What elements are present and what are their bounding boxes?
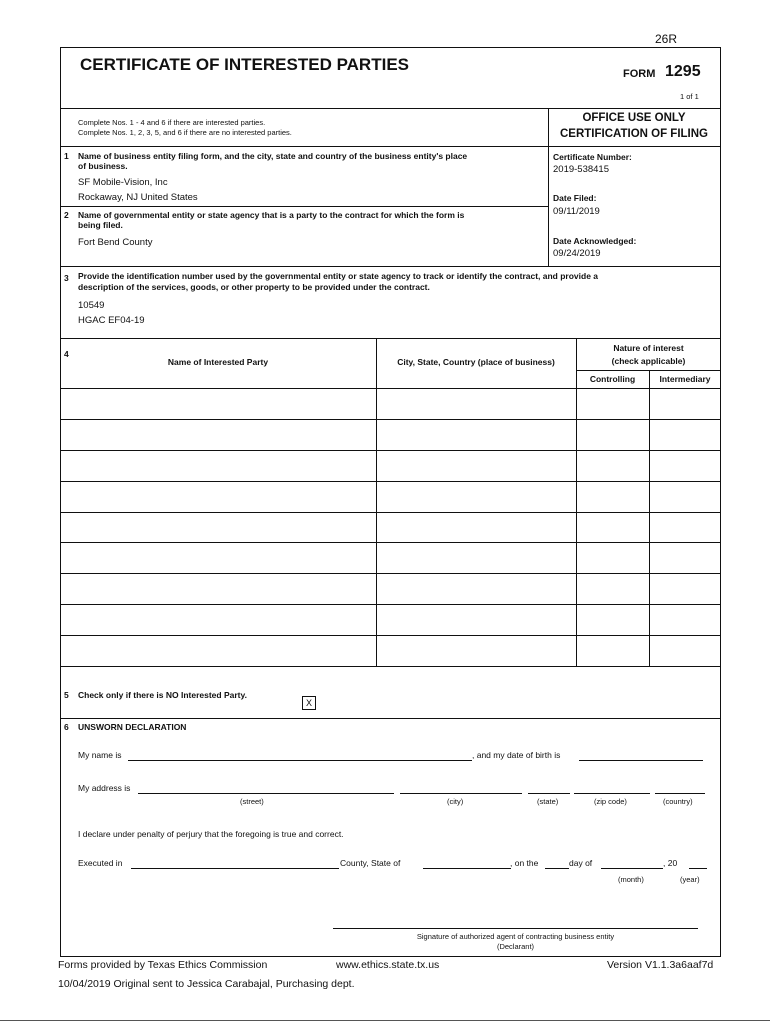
name-field[interactable] — [128, 760, 472, 761]
date-acknowledged-label: Date Acknowledged: — [553, 236, 637, 246]
section5-top-line — [60, 666, 721, 667]
section2-number: 2 — [64, 210, 69, 220]
day-field[interactable] — [545, 868, 569, 869]
form-title: CERTIFICATE OF INTERESTED PARTIES — [80, 55, 409, 74]
section5-label: Check only if there is NO Interested Party. — [78, 690, 247, 700]
table-row — [60, 573, 721, 574]
declaration-text: I declare under penalty of perjury that the foregoing is true and correct. — [78, 829, 344, 839]
signature-caption: Signature of authorized agent of contracting business entity — [416, 932, 615, 941]
section4-top-line — [60, 338, 721, 339]
form-word: FORM — [623, 68, 656, 80]
city-field[interactable] — [400, 793, 522, 794]
signature-line[interactable] — [333, 928, 698, 929]
column-header-name: Name of Interested Party — [167, 357, 269, 367]
column-header-check-applicable: (check applicable) — [611, 356, 686, 366]
page-indicator: 1 of 1 — [680, 92, 699, 101]
table-row — [60, 635, 721, 636]
declarant-caption: (Declarant) — [496, 942, 535, 951]
zip-field[interactable] — [574, 793, 650, 794]
section2-label-1: Name of governmental entity or state agency that is a party to the contract for which the form is — [78, 210, 465, 220]
office-use-divider — [548, 146, 721, 147]
executed-label: Executed in — [78, 858, 123, 868]
section6-number: 6 — [64, 722, 69, 732]
certificate-number-label: Certificate Number: — [553, 152, 632, 162]
section1-value-1: SF Mobile-Vision, Inc — [78, 177, 168, 188]
year-prefix: , 20 — [663, 858, 678, 868]
state-field[interactable] — [528, 793, 570, 794]
country-caption: (country) — [663, 797, 693, 806]
section3-label-2: description of the services, goods, or other property to be provided under the contract. — [78, 282, 430, 292]
section3-number: 3 — [64, 273, 69, 283]
certificate-number-value: 2019-538415 — [553, 164, 609, 175]
on-the-label: , on the — [510, 858, 539, 868]
instruction-2: Complete Nos. 1, 2, 3, 5, and 6 if there are no interested parties. — [78, 128, 292, 137]
section3-value-1: 10549 — [78, 300, 105, 311]
section3-label-1: Provide the identification number used by the governmental entity or state agency to track or identify the contract, and provide a — [78, 271, 599, 281]
frame-top — [60, 47, 721, 48]
section1-top-line — [60, 146, 548, 147]
dob-field[interactable] — [579, 760, 703, 761]
form-number: 1295 — [665, 63, 701, 80]
frame-bottom — [60, 956, 721, 957]
section5-number: 5 — [64, 690, 69, 700]
footer-provided-by: Forms provided by Texas Ethics Commission — [58, 959, 268, 971]
footer-version: Version V1.1.3a6aaf7d — [607, 959, 714, 971]
instruction-1: Complete Nos. 1 - 4 and 6 if there are interested parties. — [78, 118, 266, 127]
office-use-heading: OFFICE USE ONLY — [582, 112, 686, 124]
section3-top-line — [60, 266, 721, 267]
month-caption: (month) — [618, 875, 644, 884]
section1-label-1: Name of business entity filing form, and the city, state and country of the business entity's place — [78, 151, 468, 161]
scan-edge — [0, 1020, 770, 1021]
column-header-controlling: Controlling — [589, 374, 636, 384]
year-field[interactable] — [689, 868, 707, 869]
date-filed-value: 09/11/2019 — [553, 206, 600, 217]
city-caption: (city) — [447, 797, 464, 806]
footer-note: 10/04/2019 Original sent to Jessica Carabajal, Purchasing dept. — [58, 978, 355, 990]
table-row — [60, 419, 721, 420]
name-label: My name is — [78, 750, 122, 760]
zip-caption: (zip code) — [594, 797, 627, 806]
table-row — [60, 450, 721, 451]
date-filed-label: Date Filed: — [553, 193, 597, 203]
corner-stamp: 26R — [655, 32, 678, 46]
column-header-nature: Nature of interest — [613, 343, 684, 353]
no-interested-party-checkbox[interactable]: X — [302, 696, 316, 710]
month-field[interactable] — [601, 868, 663, 869]
section6-heading: UNSWORN DECLARATION — [78, 722, 187, 732]
section1-label-2: of business. — [78, 161, 128, 171]
section2-value: Fort Bend County — [78, 237, 153, 248]
section2-top-line — [60, 206, 548, 207]
year-caption: (year) — [680, 875, 700, 884]
county-field[interactable] — [131, 868, 339, 869]
street-field[interactable] — [138, 793, 394, 794]
footer-url[interactable]: www.ethics.state.tx.us — [336, 959, 440, 971]
column-divider-intermediary — [649, 370, 650, 666]
section1-number: 1 — [64, 151, 69, 161]
address-label: My address is — [78, 783, 131, 793]
table-row — [60, 481, 721, 482]
date-acknowledged-value: 09/24/2019 — [553, 248, 601, 259]
table-row — [60, 512, 721, 513]
table-row — [60, 542, 721, 543]
state-of-field[interactable] — [423, 868, 511, 869]
certification-heading: CERTIFICATION OF FILING — [560, 128, 708, 140]
section1-value-2: Rockaway, NJ United States — [78, 192, 198, 203]
street-caption: (street) — [240, 797, 264, 806]
dob-label: , and my date of birth is — [472, 750, 561, 760]
column-header-city: City, State, Country (place of business) — [397, 357, 555, 367]
column-header-intermediary: Intermediary — [659, 374, 711, 384]
day-of-label: day of — [569, 858, 593, 868]
frame-left — [60, 47, 61, 957]
country-field[interactable] — [655, 793, 705, 794]
table-row — [60, 388, 721, 389]
table-row — [60, 604, 721, 605]
section3-value-2: HGAC EF04-19 — [78, 315, 145, 326]
section6-top-line — [60, 718, 721, 719]
county-label: County, State of — [340, 858, 401, 868]
section2-label-2: being filed. — [78, 220, 123, 230]
state-caption: (state) — [537, 797, 559, 806]
section4-number: 4 — [64, 349, 69, 359]
